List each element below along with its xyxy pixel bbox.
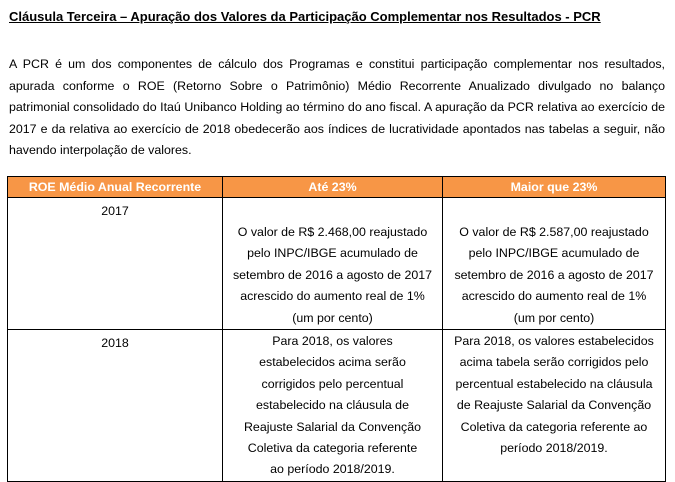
cell-2017-ate-23: [223, 198, 443, 330]
cell-2018-ate-23-text: Para 2018, os valores estabelecidos acima serão corrigidos pelo percentual estabelecido na cláusula de Reajuste Salarial da Convenção Coletiva da categoria referente ao período 2018/2019.: [243, 334, 422, 477]
cell-2017-maior-23: [443, 198, 666, 330]
cell-2017-maior-23-text: O valor de R$ 2.587,00 reajustado pelo INPC/IBGE acumulado de setembro de 2016 a agosto de 2017 acrescido do aumento real de 1% (um por cento): [454, 225, 654, 325]
header-roe: ROE Médio Anual Recorrente: [8, 177, 223, 198]
table-header-row: [8, 177, 666, 198]
cell-2018-ate-23: [223, 330, 443, 482]
header-ate-23: Até 23%: [223, 177, 443, 198]
pcr-table: [7, 176, 666, 482]
cell-2017-ate-23-text: O valor de R$ 2.468,00 reajustado pelo INPC/IBGE acumulado de setembro de 2016 a agosto de 2017 acrescido do aumento real de 1% (um por cento): [232, 225, 433, 325]
clause-title: Cláusula Terceira – Apuração dos Valores da Participação Complementar nos Resultados - PCR: [9, 9, 601, 24]
cell-2018-maior-23: [443, 330, 666, 482]
clause-paragraph: A PCR é um dos componentes de cálculo dos Programas e constitui participação complementar nos resultados, apurada conforme o ROE (Retorno Sobre o Patrimônio) Médio Recorrente Anualizado divulgado no balanço patrimonial consolidado do Itaú Unibanco Holding ao término do ano fiscal. A apuração da PCR relativa ao exercício de 2017 e da relativa ao exercício de 2018 obedecerão aos índices de lucratividade apontados nas tabelas a seguir, não havendo interpolação de valores.: [9, 57, 665, 158]
table-row-2017: [8, 198, 666, 330]
table-row-2018: [8, 330, 666, 482]
row-year-2017: 2017: [8, 198, 223, 330]
header-maior-23: Maior que 23%: [443, 177, 666, 198]
row-year-2018: 2018: [8, 330, 223, 482]
cell-2018-maior-23-text: Para 2018, os valores estabelecidos acima tabela serão corrigidos pelo percentual estabelecido na cláusula de Reajuste Salarial da Convenção Coletiva da categoria referente ao período 2018/2019.: [454, 334, 654, 456]
